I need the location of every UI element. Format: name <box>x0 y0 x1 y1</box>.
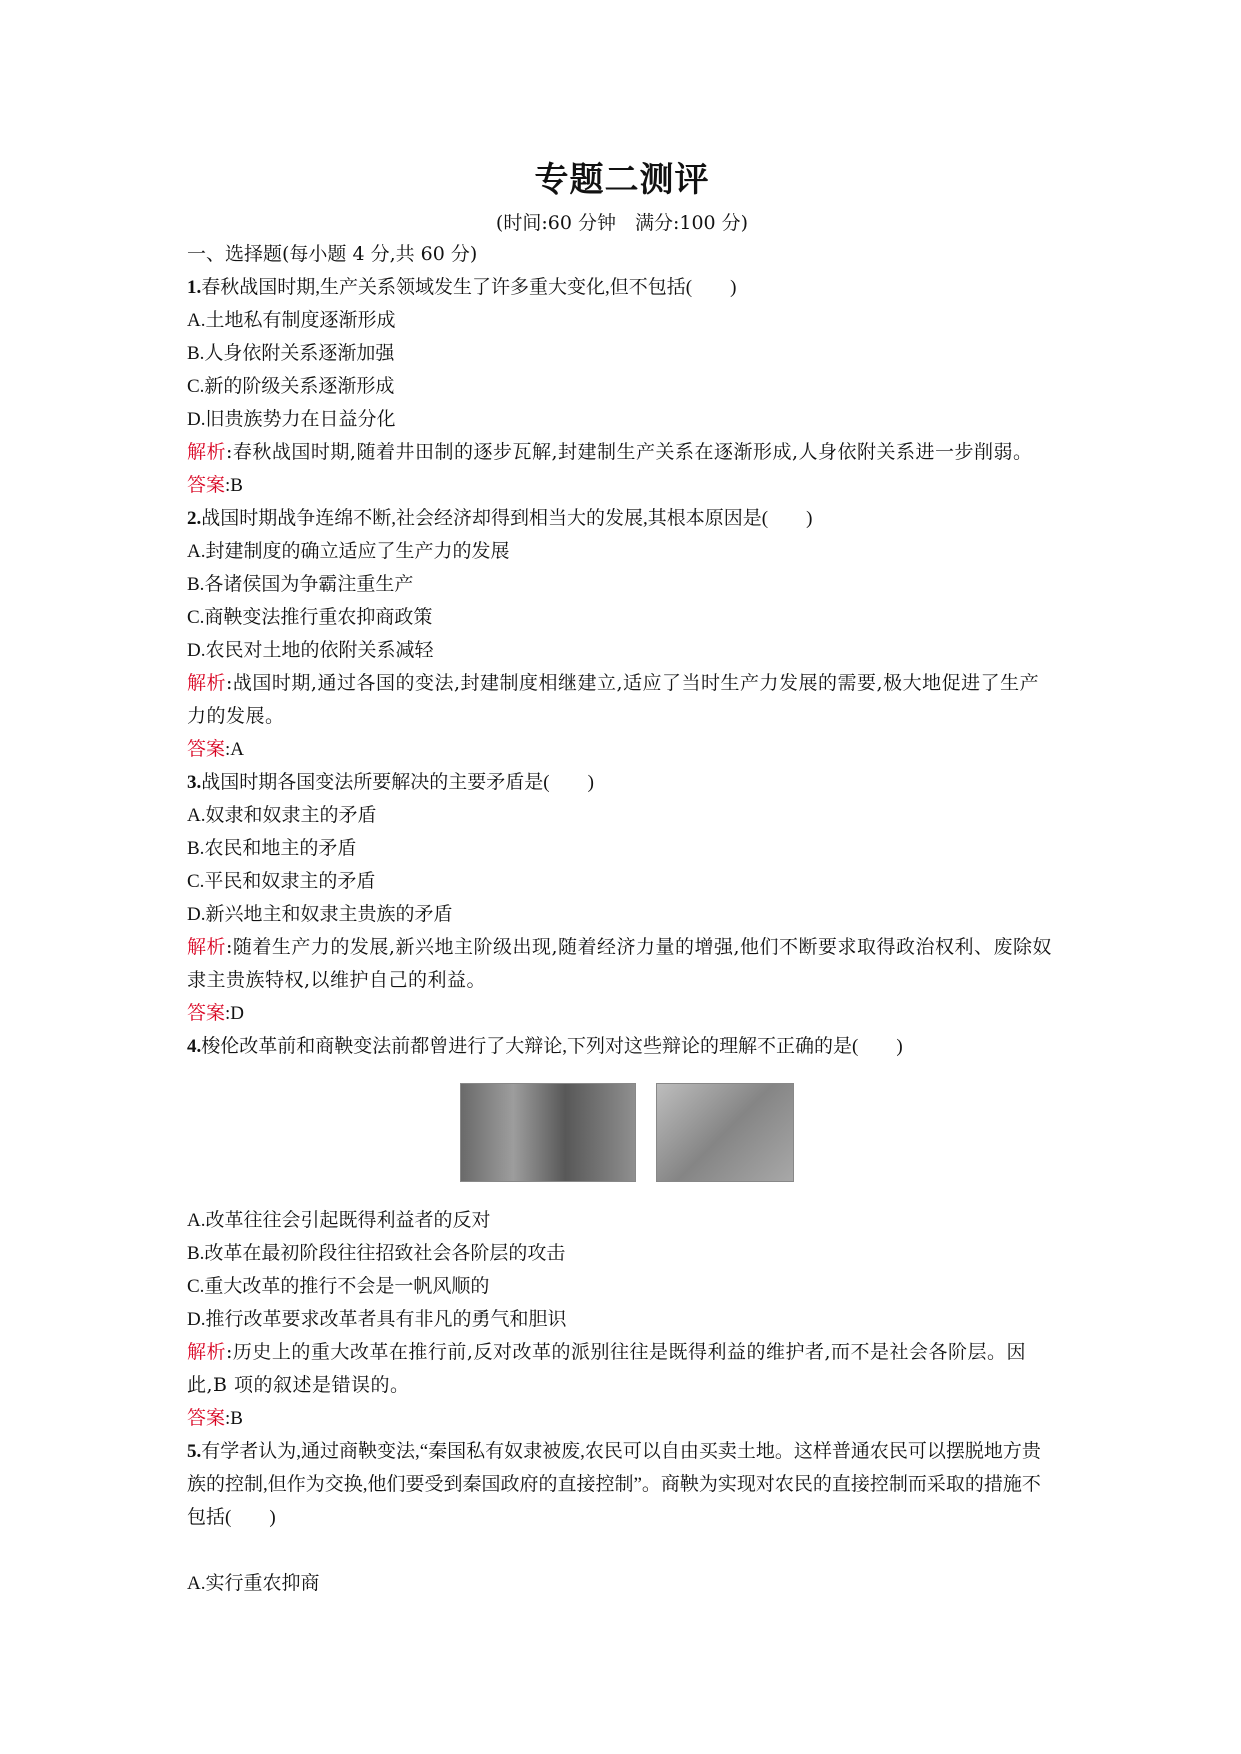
question-3 <box>187 766 1057 1030</box>
analysis: 解析:春秋战国时期,随着井田制的逐步瓦解,封建制生产关系在逐渐形成,人身依附关系进一步削弱。 <box>187 441 1033 463</box>
question-stem: 2.战国时期战争连绵不断,社会经济却得到相当大的发展,其根本原因是( ) <box>187 508 813 529</box>
shangyang-debate-image <box>656 1083 794 1182</box>
question-2 <box>187 502 1057 766</box>
option-b: B.农民和地主的矛盾 <box>187 838 357 859</box>
analysis: 解析:随着生产力的发展,新兴地主阶级出现,随着经济力量的增强,他们不断要求取得政治权利、废除奴隶主贵族特权,以维护自己的利益。 <box>187 936 1053 991</box>
section-heading: 一、选择题(每小题 4 分,共 60 分) <box>187 243 478 265</box>
question-1 <box>187 271 1057 502</box>
question-5 <box>187 1435 1057 1600</box>
option-d: D.旧贵族势力在日益分化 <box>187 409 396 430</box>
solon-debate-image <box>460 1083 636 1182</box>
page-title: 专题二测评 <box>534 160 710 200</box>
option-d: D.推行改革要求改革者具有非凡的勇气和胆识 <box>187 1309 567 1330</box>
option-a: A.改革往往会引起既得利益者的反对 <box>187 1210 491 1231</box>
answer: 答案:B <box>187 475 243 496</box>
option-a: A.奴隶和奴隶主的矛盾 <box>187 805 377 826</box>
question-stem: 5.有学者认为,通过商鞅变法,“秦国私有奴隶被废,农民可以自由买卖土地。这样普通农民可以摆脱地方贵族的控制,但作为交换,他们要受到秦国政府的直接控制”。商鞅为实现对农民的直接控制而采取的措施不包括( ) <box>187 1441 1041 1528</box>
option-a: A.实行重农抑商 <box>187 1573 320 1594</box>
option-c: C.商鞅变法推行重农抑商政策 <box>187 607 433 628</box>
answer: 答案:B <box>187 1408 243 1429</box>
exam-info: (时间:60 分钟 满分:100 分) <box>495 212 749 234</box>
option-d: D.农民对土地的依附关系减轻 <box>187 640 434 661</box>
blank-space <box>187 1534 1057 1567</box>
question-stem: 3.战国时期各国变法所要解决的主要矛盾是( ) <box>187 772 594 793</box>
question-4 <box>187 1030 1057 1435</box>
option-a: A.土地私有制度逐渐形成 <box>187 310 396 331</box>
analysis: 解析:战国时期,通过各国的变法,封建制度相继建立,适应了当时生产力发展的需要,极大地促进了生产力的发展。 <box>187 672 1040 727</box>
illustrations <box>187 1083 1057 1182</box>
option-b: B.改革在最初阶段往往招致社会各阶层的攻击 <box>187 1243 566 1264</box>
question-stem: 1.春秋战国时期,生产关系领域发生了许多重大变化,但不包括( ) <box>187 277 737 298</box>
option-c: C.重大改革的推行不会是一帆风顺的 <box>187 1276 490 1297</box>
option-b: B.各诸侯国为争霸注重生产 <box>187 574 414 595</box>
answer: 答案:D <box>187 1003 245 1024</box>
question-stem: 4.梭伦改革前和商鞅变法前都曾进行了大辩论,下列对这些辩论的理解不正确的是( ) <box>187 1036 903 1057</box>
option-a: A.封建制度的确立适应了生产力的发展 <box>187 541 510 562</box>
option-b: B.人身依附关系逐渐加强 <box>187 343 395 364</box>
answer: 答案:A <box>187 739 245 760</box>
document-page <box>187 152 1057 1600</box>
analysis: 解析:历史上的重大改革在推行前,反对改革的派别往往是既得利益的维护者,而不是社会各阶层。因此,B 项的叙述是错误的。 <box>187 1341 1026 1396</box>
option-c: C.新的阶级关系逐渐形成 <box>187 376 395 397</box>
option-c: C.平民和奴隶主的矛盾 <box>187 871 376 892</box>
option-d: D.新兴地主和奴隶主贵族的矛盾 <box>187 904 453 925</box>
